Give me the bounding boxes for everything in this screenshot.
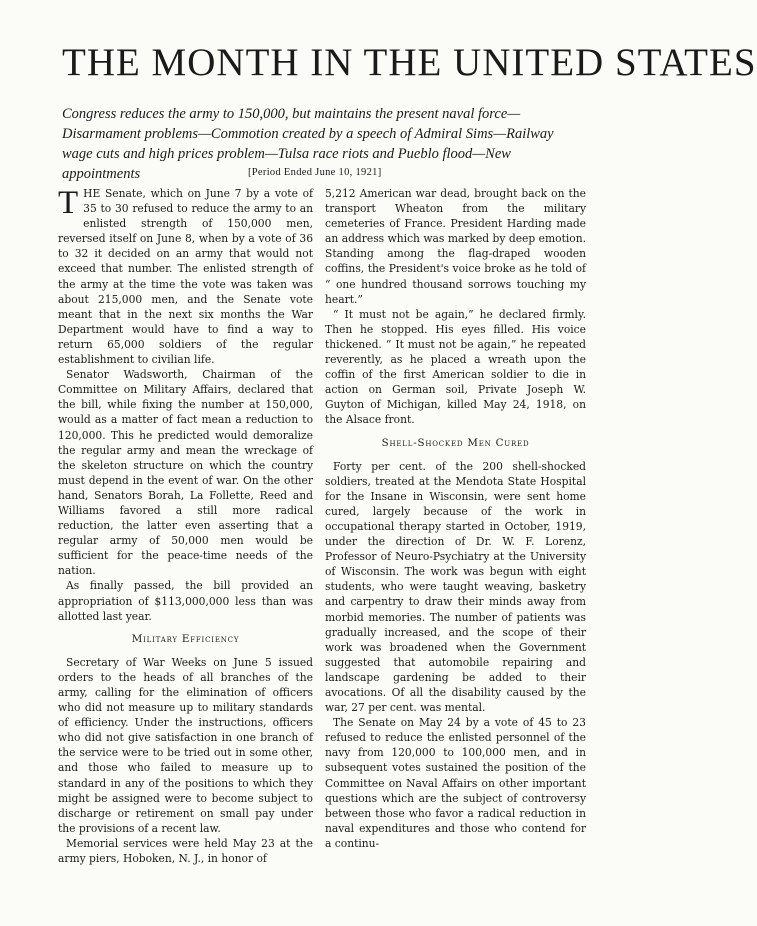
paragraph: “ It must not be again,” he declared firmly. Then he stopped. His eyes filled. His voice thickened. “ It must not be again,” he repeated reverently, as he placed a wreath upon the coffin of the first American soldier to die in action on German soil, Private Joseph W. Guyton of Michigan, killed May 24, 1918, on the Alsace front. bbox=[325, 307, 586, 427]
drop-cap: T bbox=[58, 185, 79, 221]
section-subhead: Military Efficiency bbox=[131, 632, 240, 645]
paragraph: 5,212 American war dead, brought back on the transport Wheaton from the military cemeteries of France. President Harding made an address which was marked by deep emotion. Standing among the flag-draped wooden coffins, the President's voice broke as he told of “ one hundred thousand sorrows touching my heart.” bbox=[325, 187, 586, 306]
paragraph: As finally passed, the bill provided an appropriation of $113,000,000 less than was allotted last year. bbox=[58, 579, 313, 623]
paragraph: The Senate on May 24 by a vote of 45 to 23 refused to reduce the enlisted personnel of the navy from 120,000 to 100,000 men, and in subsequent votes sustained the position of the Committee on Naval Affairs on other important questions which are the subject of controversy between those who favor a radical reduction in naval expenditures and those who contend for a continu- bbox=[325, 716, 586, 850]
period-note: [Period Ended June 10, 1921] bbox=[248, 167, 382, 178]
paragraph: Forty per cent. of the 200 shell-shocked soldiers, treated at the Mendota State Hospital for the Insane in Wisconsin, were sent home cured, largely because of the work in occupational therapy started in October, 1919, under the direction of Dr. W. F. Lorenz, Professor of Neuro-Psychiatry at the University of Wisconsin. The work was begun with eight students, who were taught weaving, basketry and carpentry to draw their minds away from morbid memories. The number of patients was gradually increased, and the scope of their work was broadened when the Government suggested that automobile repairing and landscape gardening be added to their avocations. Of all the disability caused by the war, 27 per cent. was mental. bbox=[325, 459, 586, 715]
paragraph: Senator Wadsworth, Chairman of the Committee on Military Affairs, declared that the bill, while fixing the number at 150,000, would as a matter of fact mean a reduction to 120,000. This he predicted would demoralize the regular army and mean the wreckage of the skeleton structure on which the country must depend in the event of war. On the other hand, Senators Borah, La Follette, Reed and Williams favored a still more radical reduction, the latter even asserting that a regular army of 50,000 men would be sufficient for the peace-time needs of the nation. bbox=[58, 368, 313, 578]
paragraph: Secretary of War Weeks on June 5 issued orders to the heads of all branches of the army, calling for the elimination of officers who did not measure up to military standards of efficiency. Under the instructions, officers who did not give satisfaction in one branch of the service were to be tried out in some other, and those who failed to measure up to standard in any of the positions to which they might be assigned were to become subject to discharge or retirement on small pay under the provisions of a recent law. bbox=[58, 655, 313, 835]
right-column bbox=[325, 186, 586, 851]
paragraph bbox=[58, 186, 313, 367]
article-deck: Congress reduces the army to 150,000, but maintains the present naval force—Disarmament problems—Commotion created by a speech of Admiral Sims—Railway wage cuts and high prices problem—Tulsa race riots and Pueblo flood—New appointments bbox=[62, 106, 554, 182]
left-column bbox=[58, 186, 313, 866]
section-subhead: Shell-Shocked Men Cured bbox=[381, 436, 530, 449]
page-title: THE MONTH IN THE UNITED STATES bbox=[62, 41, 757, 84]
paragraph-text: HE Senate, which on June 7 by a vote of 35 to 30 refused to reduce the army to an enlisted strength of 150,000 men, reversed itself on June 8, when by a vote of 36 to 32 it decided on an army that would not exceed that number. The enlisted strength of the army at the time the vote was taken was about 215,000 men, and the Senate vote meant that in the next six months the War Department would have to find a way to return 65,000 soldiers of the regular establishment to civilian life. bbox=[58, 187, 313, 367]
paragraph: Memorial services were held May 23 at the army piers, Hoboken, N. J., in honor of bbox=[58, 836, 313, 866]
